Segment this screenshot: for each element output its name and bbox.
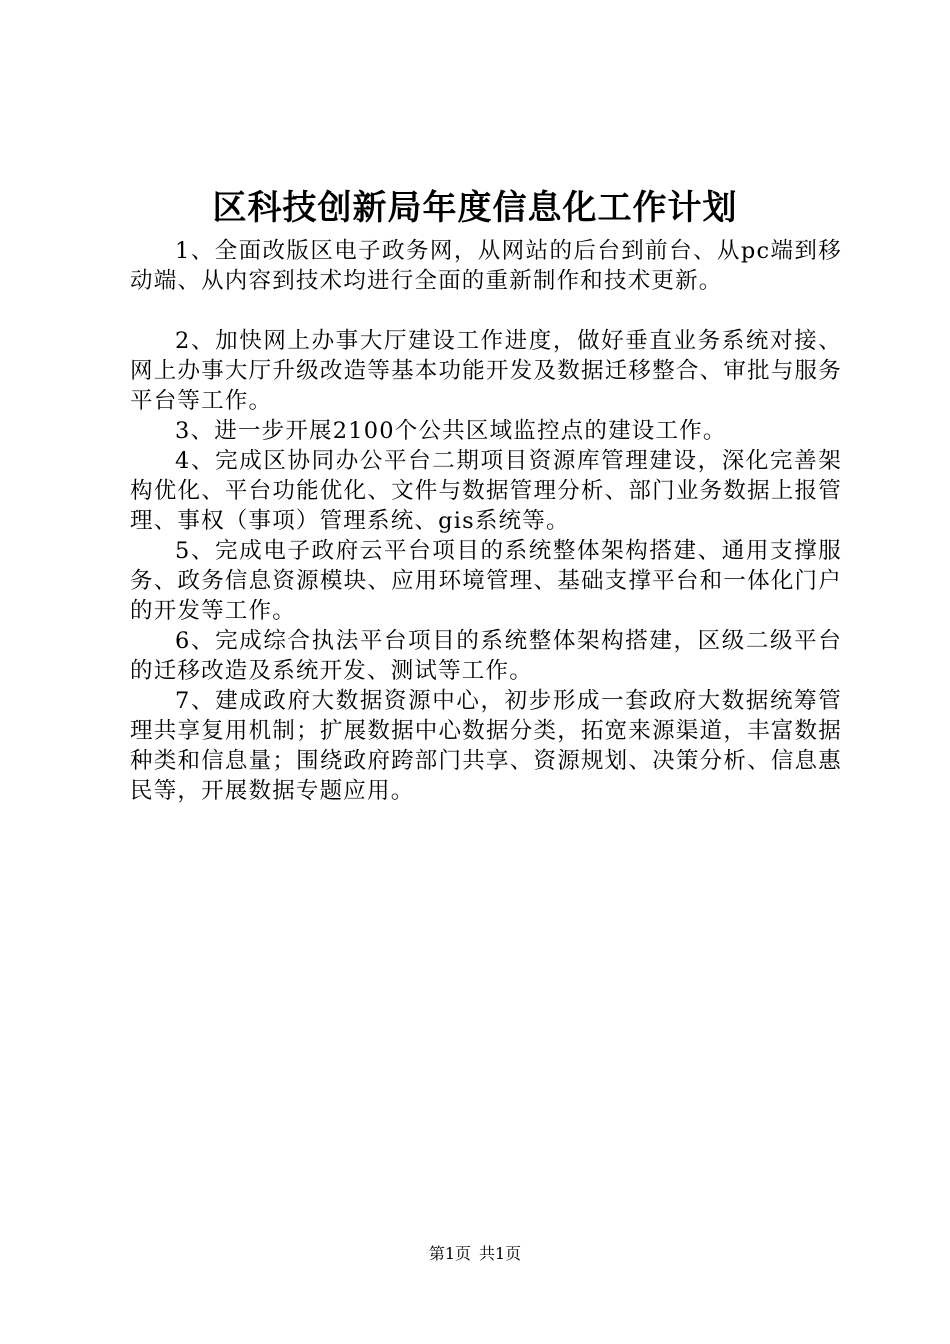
- page-total: 共1页: [479, 1244, 522, 1263]
- document-body: [130, 236, 842, 806]
- paragraph-2: 2、加快网上办事大厅建设工作进度，做好垂直业务系统对接、网上办事大厅升级改造等基本功能开发及数据迁移整合、审批与服务平台等工作。: [130, 328, 842, 414]
- paragraph-3: 3、进一步开展2100个公共区域监控点的建设工作。: [175, 418, 727, 444]
- page-footer: [0, 1243, 950, 1265]
- page-number: 第1页: [428, 1244, 471, 1263]
- paragraph-6: 6、完成综合执法平台项目的系统整体架构搭建，区级二级平台的迁移改造及系统开发、测试等工作。: [130, 628, 842, 684]
- document-title: 区科技创新局年度信息化工作计划: [212, 188, 738, 228]
- paragraph-7: 7、建成政府大数据资源中心，初步形成一套政府大数据统筹管理共享复用机制；扩展数据中心数据分类，拓宽来源渠道，丰富数据种类和信息量；围绕政府跨部门共享、资源规划、决策分析、信息惠民等，开展数据专题应用。: [130, 688, 842, 804]
- paragraph-5: 5、完成电子政府云平台项目的系统整体架构搭建、通用支撑服务、政务信息资源模块、应用环境管理、基础支撑平台和一体化门户的开发等工作。: [130, 538, 842, 624]
- paragraph-4: 4、完成区协同办公平台二期项目资源库管理建设，深化完善架构优化、平台功能优化、文件与数据管理分析、部门业务数据上报管理、事权（事项）管理系统、gis系统等。: [130, 448, 842, 534]
- paragraph-1: 1、全面改版区电子政务网，从网站的后台到前台、从pc端到移动端、从内容到技术均进行全面的重新制作和技术更新。: [130, 238, 842, 294]
